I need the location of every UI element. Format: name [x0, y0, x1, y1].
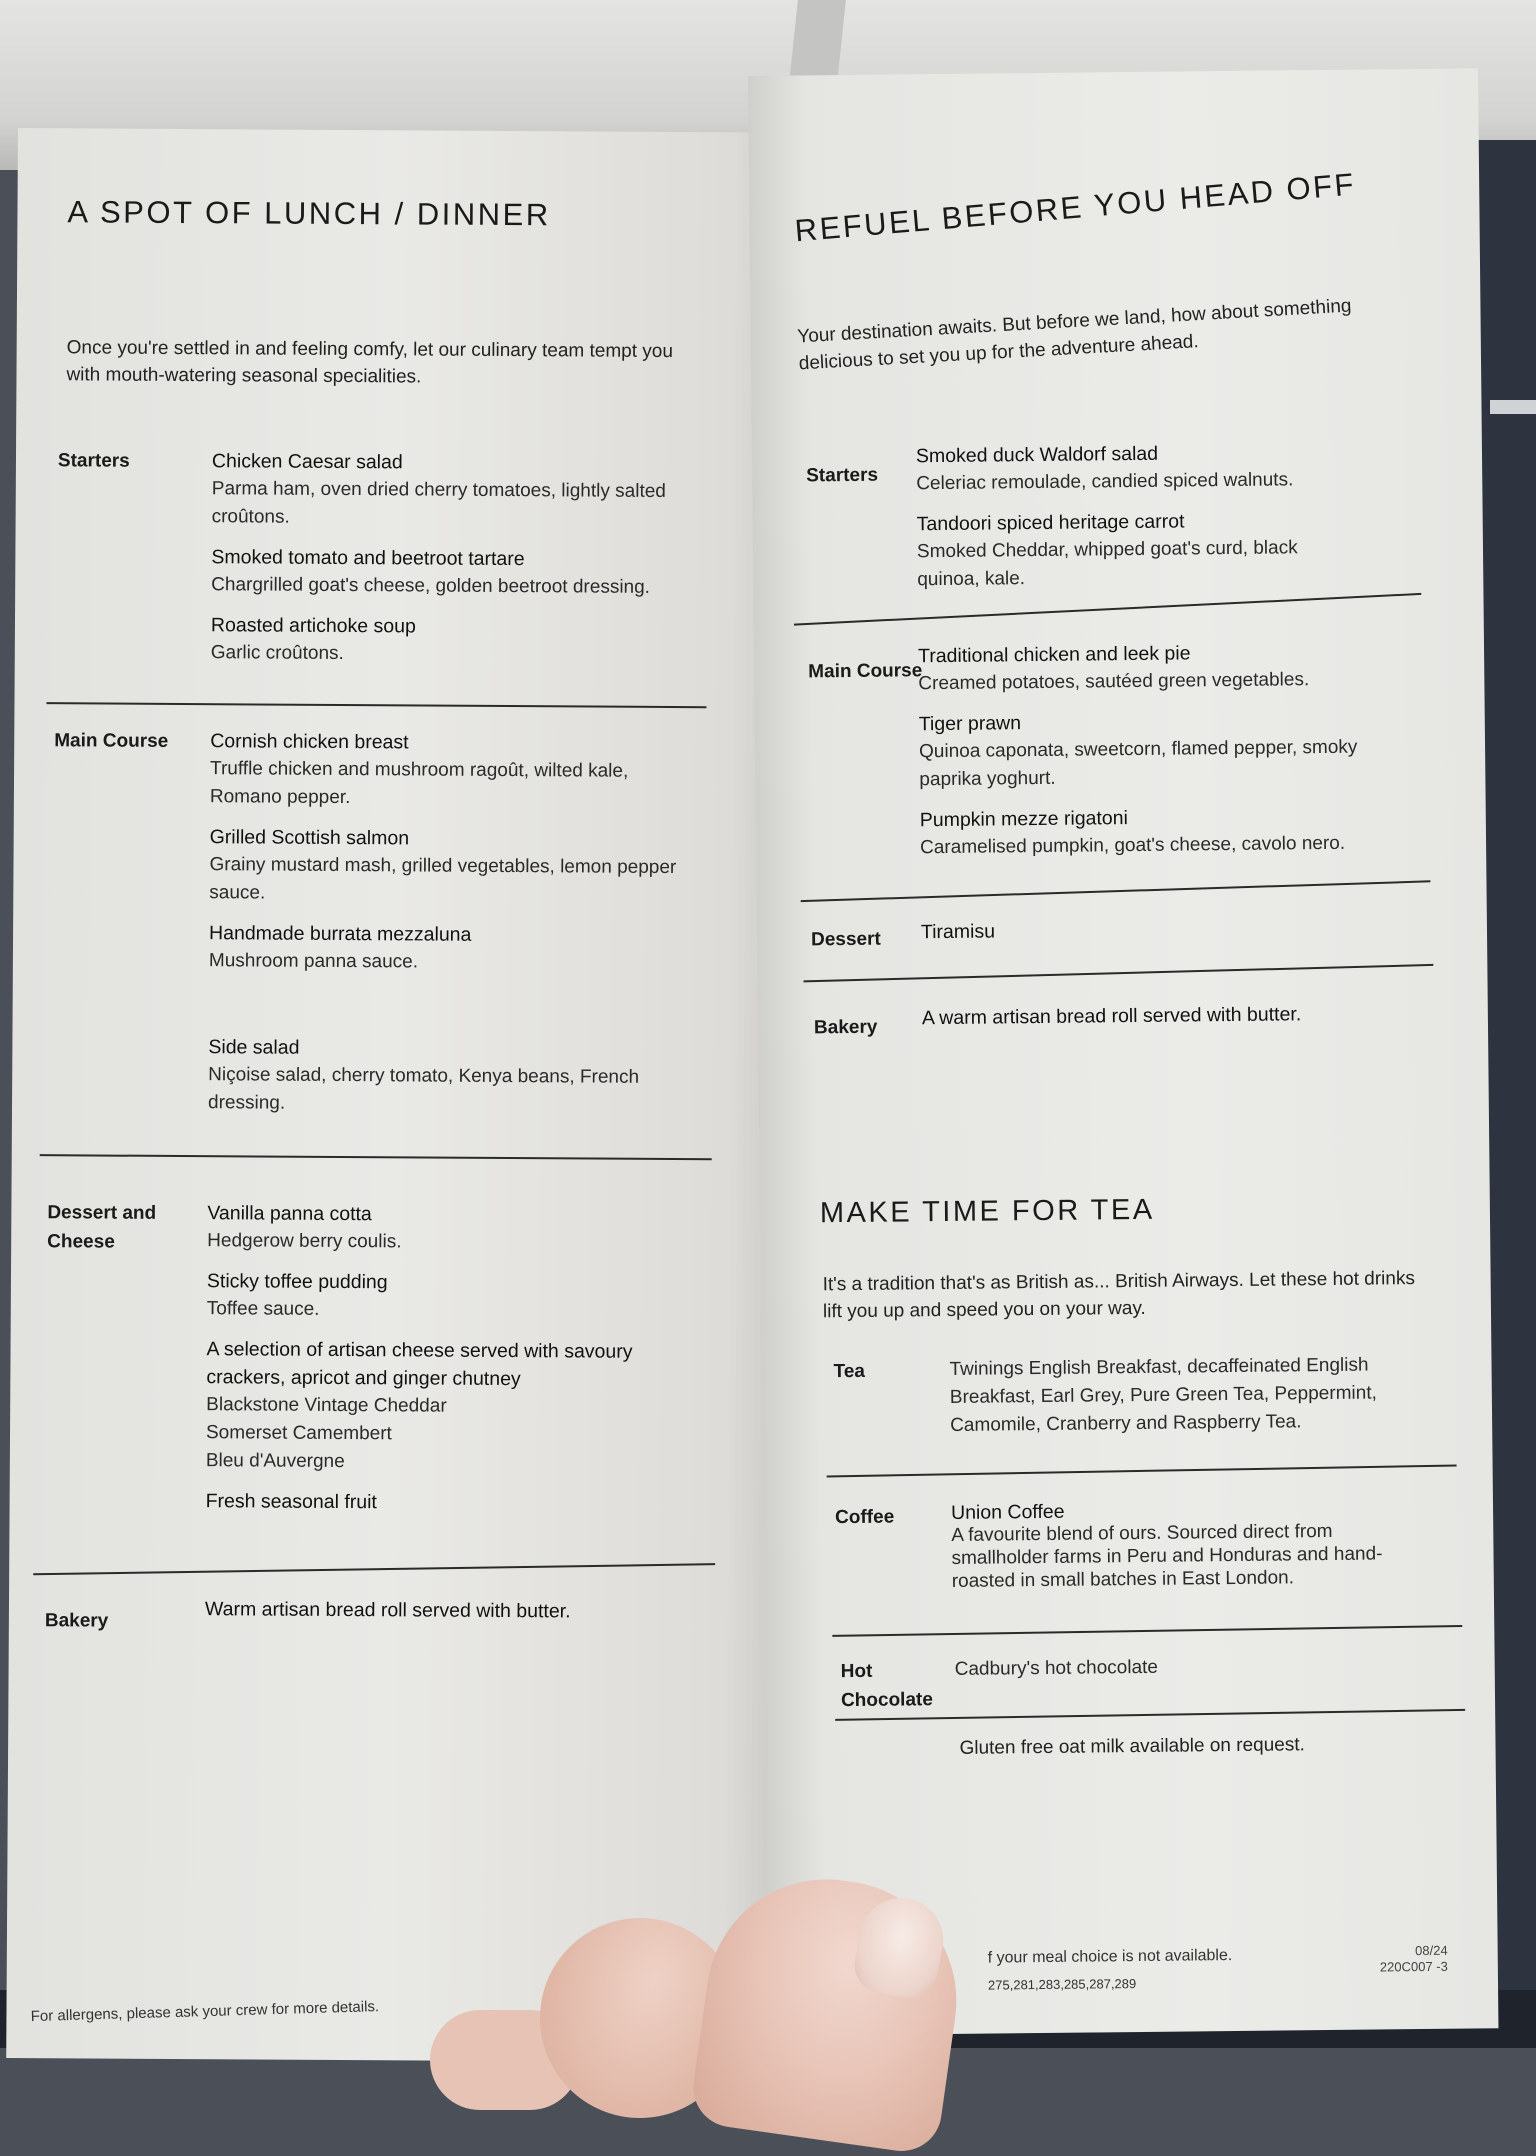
section-divider [46, 702, 706, 708]
item-desc: Garlic croûtons. [210, 642, 344, 665]
item-name: Traditional chicken and leek pie [917, 642, 1191, 668]
left-page-intro: Once you're settled in and feeling comfy, let our culinary team tempt you with mouth-watering seasonal specialities. [66, 337, 674, 388]
item-desc: Celeriac remoulade, candied spiced walnuts. [916, 469, 1294, 495]
left-section-bakery [9, 1594, 771, 1632]
item-desc: Blackstone Vintage Cheddar Somerset Camembert Bleu d'Auvergne [205, 1394, 447, 1473]
item-name: Cornish chicken breast [210, 730, 409, 754]
item-name: Tiger prawn [918, 712, 1022, 736]
menu-ref: 220C007 -3 [1379, 1958, 1448, 1975]
item-name: Handmade burrata mezzaluna [209, 922, 472, 946]
section-label: Hot Chocolate [840, 1660, 933, 1712]
item-desc: Creamed potatoes, sautéed green vegetables. [918, 669, 1310, 695]
item-desc: Hedgerow berry coulis. [207, 1230, 402, 1253]
menu-item [916, 438, 1337, 498]
item-name: Smoked tomato and beetroot tartare [211, 546, 525, 571]
right-section-main-course [754, 636, 1484, 859]
section-label: Bakery [44, 1610, 109, 1632]
item-desc: Mushroom panna sauce. [208, 950, 419, 973]
item-name: Tiramisu [920, 920, 996, 944]
section-label: Coffee [834, 1506, 895, 1529]
section-divider [40, 1154, 712, 1160]
tea-intro: It's a tradition that's as British as... British Airways. Let these hot drinks lift you up and speed you on your way. [822, 1268, 1416, 1323]
menu-item [922, 999, 1382, 1032]
item-desc: Parma ham, oven dried cherry tomatoes, lightly salted croûtons. [211, 478, 666, 528]
menu-item [207, 1199, 697, 1258]
item-desc: Toffee sauce. [206, 1298, 320, 1320]
item-name: Side salad [208, 1036, 300, 1059]
section-label: Main Course [54, 730, 169, 752]
menu-item [211, 543, 691, 602]
oat-milk-note: Gluten free oat milk available on request. [959, 1734, 1305, 1759]
item-desc: A favourite blend of ours. Sourced direct from smallholder farms in Peru and Honduras and hand-roasted in small batches in East London. [951, 1520, 1383, 1592]
tea-section-coffee [763, 1496, 1493, 1592]
menu-item [210, 727, 691, 814]
section-label: Tea [833, 1360, 866, 1383]
section-divider [801, 880, 1431, 901]
item-name: A selection of artisan cheese served with savoury crackers, apricot and ginger chutney [206, 1338, 633, 1391]
item-name: Warm artisan bread roll served with butter. [204, 1598, 571, 1623]
menu-item [211, 611, 691, 670]
menu-item [208, 1033, 689, 1120]
section-label: Bakery [813, 1016, 878, 1039]
item-name: Twinings English Breakfast, decaffeinated English Breakfast, Earl Grey, Pure Green Tea, Peppermint, Camomile, Cranberry and Raspberry Tea. [949, 1354, 1377, 1436]
item-name: Roasted artichoke soup [210, 614, 416, 638]
right-page-title: REFUEL BEFORE YOU HEAD OFF [793, 166, 1358, 249]
item-name: Tandoori spiced heritage carrot [916, 510, 1185, 536]
menu-item [918, 638, 1359, 699]
menu-date: 08/24 [1415, 1942, 1448, 1959]
item-name: Chicken Caesar salad [211, 450, 403, 474]
item-name: Cadbury's hot chocolate [954, 1656, 1159, 1680]
item-name: Grilled Scottish salmon [209, 826, 410, 850]
menu-item [920, 802, 1361, 863]
left-page-title: A SPOT OF LUNCH / DINNER [67, 194, 551, 233]
cabin-panel [1490, 400, 1536, 414]
menu-item [917, 506, 1338, 594]
menu-code [1328, 1943, 1448, 1976]
menu-item [951, 1497, 1412, 1593]
menu-item [949, 1351, 1410, 1440]
right-section-starters [752, 436, 1482, 591]
item-name: Vanilla panna cotta [207, 1202, 372, 1226]
section-label: Main Course [808, 660, 923, 683]
flight-numbers: 275,281,283,285,287,289 [987, 1976, 1137, 1993]
item-name: A warm artisan bread roll served with butter. [921, 1003, 1302, 1030]
item-desc: Smoked Cheddar, whipped goat's curd, black quinoa, kale. [916, 537, 1298, 591]
item-desc: Quinoa caponata, sweetcorn, flamed pepper, smoky paprika yoghurt. [918, 736, 1358, 791]
menu-item [919, 706, 1360, 795]
left-section-main-course [14, 726, 776, 1114]
menu-item [205, 1595, 705, 1626]
tea-section-hot-chocolate [765, 1650, 1495, 1712]
right-page-intro: Your destination awaits. But before we land, how about something delicious to set you up for the adventure ahead. [796, 295, 1352, 375]
menu-item [206, 1487, 696, 1518]
menu-item [955, 1651, 1395, 1684]
item-desc: Chargrilled goat's cheese, golden beetroot dressing. [211, 574, 651, 598]
item-name: Union Coffee [950, 1500, 1065, 1524]
item-desc: Niçoise salad, cherry tomato, Kenya beans, French dressing. [207, 1064, 640, 1114]
menu-item [921, 914, 1361, 947]
item-desc: Grainy mustard mash, grilled vegetables, lemon pepper sauce. [209, 854, 677, 904]
item-name: Fresh seasonal fruit [205, 1490, 377, 1514]
section-label: Dessert and Cheese [47, 1202, 157, 1253]
section-label: Starters [57, 450, 130, 472]
section-label: Dessert [810, 928, 881, 951]
section-divider [827, 1464, 1457, 1477]
section-divider [804, 964, 1434, 982]
section-divider [832, 1625, 1462, 1636]
right-section-dessert [757, 904, 1487, 951]
item-name: Smoked duck Waldorf salad [915, 442, 1159, 468]
item-desc: Caramelised pumpkin, goat's cheese, cavolo nero. [919, 832, 1346, 859]
allergen-footer: For allergens, please ask your crew for more details. [30, 1998, 380, 2026]
left-section-dessert-cheese [11, 1198, 773, 1514]
tea-title: MAKE TIME FOR TEA [819, 1193, 1155, 1230]
item-name: Pumpkin mezze rigatoni [919, 807, 1129, 832]
section-label: Starters [806, 464, 879, 487]
right-section-bakery [758, 990, 1488, 1039]
tea-section-tea [761, 1350, 1491, 1436]
menu-right-page [748, 68, 1498, 2036]
item-desc: Truffle chicken and mushroom ragoût, wilted kale, Romano pepper. [209, 758, 629, 809]
left-section-starters [16, 446, 778, 665]
menu-left-page [6, 128, 780, 2063]
menu-item [206, 1335, 697, 1478]
menu-item [209, 919, 689, 978]
item-name: Sticky toffee pudding [206, 1270, 388, 1294]
menu-item [209, 823, 690, 910]
menu-item [212, 447, 693, 534]
section-divider [33, 1563, 715, 1575]
menu-item [207, 1267, 697, 1326]
meal-choice-footer: f your meal choice is not available. [987, 1947, 1233, 1967]
